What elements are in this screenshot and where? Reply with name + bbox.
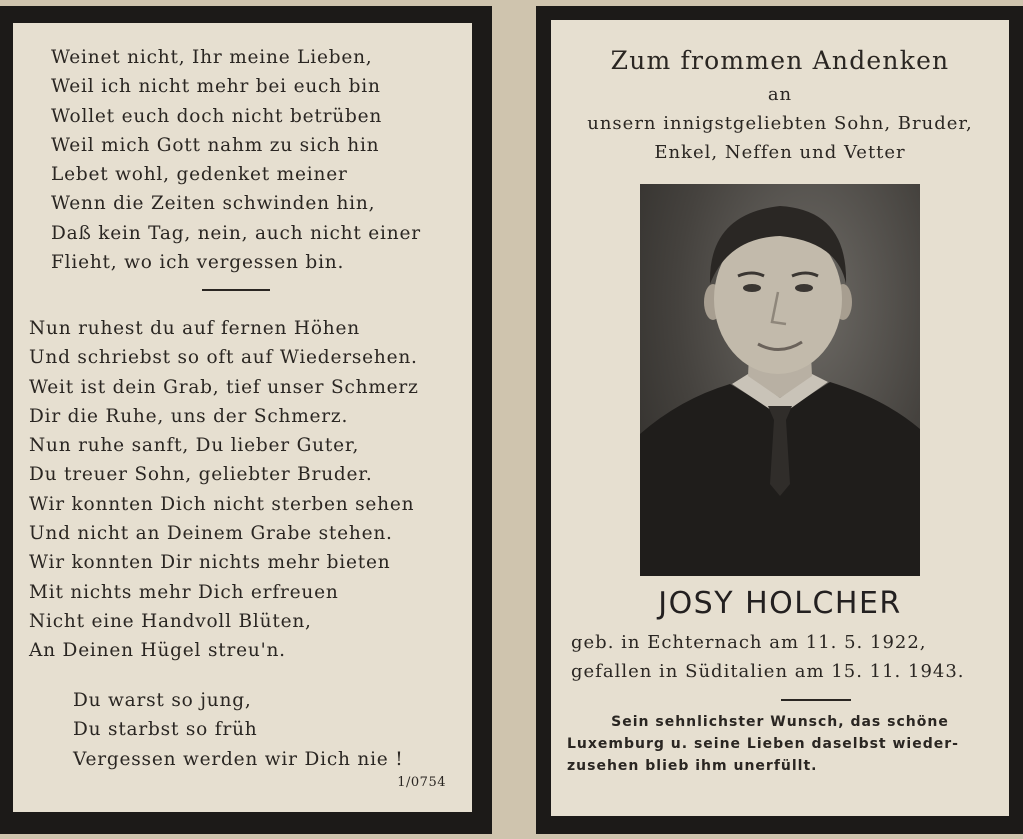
poem-line: Vergessen werden wir Dich nie !	[73, 748, 404, 770]
relation-line-2: Enkel, Neffen und Vetter	[654, 142, 906, 163]
poem-line: Du starbst so früh	[73, 719, 258, 741]
poem-line: Und nicht an Deinem Grabe stehen.	[29, 523, 393, 545]
poem-line: Weil ich nicht mehr bei euch bin	[51, 76, 381, 98]
divider	[781, 699, 851, 701]
poem-line: Weil mich Gott nahm zu sich hin	[51, 134, 380, 156]
birth-line: geb. in Echternach am 11. 5. 1922,	[571, 632, 927, 653]
poem-line: Nicht eine Handvoll Blüten,	[29, 610, 312, 632]
poem-line: Weinet nicht, Ihr meine Lieben,	[51, 47, 373, 68]
wish-line: zusehen blieb ihm unerfüllt.	[567, 758, 818, 774]
poem-line: Und schriebst so oft auf Wiedersehen.	[29, 347, 418, 369]
poem-line: Wir konnten Dich nicht sterben sehen	[29, 493, 415, 515]
poem-stanza-3	[73, 686, 403, 774]
poem-line: An Deinen Hügel streu'n.	[29, 640, 286, 662]
left-card	[0, 6, 492, 834]
print-reference: 1/0754	[397, 775, 446, 790]
deceased-name: JOSY HOLCHER	[658, 586, 902, 621]
death-line: gefallen in Süditalien am 15. 11. 1943.	[571, 661, 965, 682]
left-card-paper	[13, 23, 472, 812]
right-card	[536, 6, 1023, 834]
poem-line: Flieht, wo ich vergessen bin.	[51, 252, 345, 274]
poem-line: Dir die Ruhe, uns der Schmerz.	[29, 405, 349, 427]
poem-line: Nun ruhest du auf fernen Höhen	[29, 318, 360, 339]
poem-line: Wenn die Zeiten schwinden hin,	[51, 193, 376, 215]
right-card-paper	[551, 20, 1009, 816]
relation-line-1: unsern innigstgeliebten Sohn, Bruder,	[587, 113, 973, 134]
poem-line: Du warst so jung,	[73, 690, 252, 711]
poem-line: Nun ruhe sanft, Du lieber Guter,	[29, 435, 360, 457]
poem-line: Weit ist dein Grab, tief unser Schmerz	[29, 376, 419, 398]
last-wish-text	[567, 711, 993, 777]
poem-line: Wir konnten Dir nichts mehr bieten	[29, 552, 391, 574]
poem-line: Mit nichts mehr Dich erfreuen	[29, 581, 339, 603]
poem-line: Wollet euch doch nicht betrüben	[51, 105, 383, 127]
divider	[202, 289, 270, 291]
wish-line: Luxemburg u. seine Lieben daselbst wieder-	[567, 736, 959, 752]
poem-line: Du treuer Sohn, geliebter Bruder.	[29, 464, 373, 486]
poem-line: Daß kein Tag, nein, auch nicht einer	[51, 222, 421, 244]
memorial-heading: Zum frommen Andenken	[610, 46, 950, 75]
poem-line: Lebet wohl, gedenket meiner	[51, 164, 348, 186]
portrait-photo	[640, 184, 920, 576]
poem-stanza-1	[51, 43, 421, 277]
wish-line: Sein sehnlichster Wunsch, das schöne	[611, 714, 949, 730]
dedication-an: an	[767, 84, 793, 105]
poem-stanza-2	[29, 314, 419, 666]
